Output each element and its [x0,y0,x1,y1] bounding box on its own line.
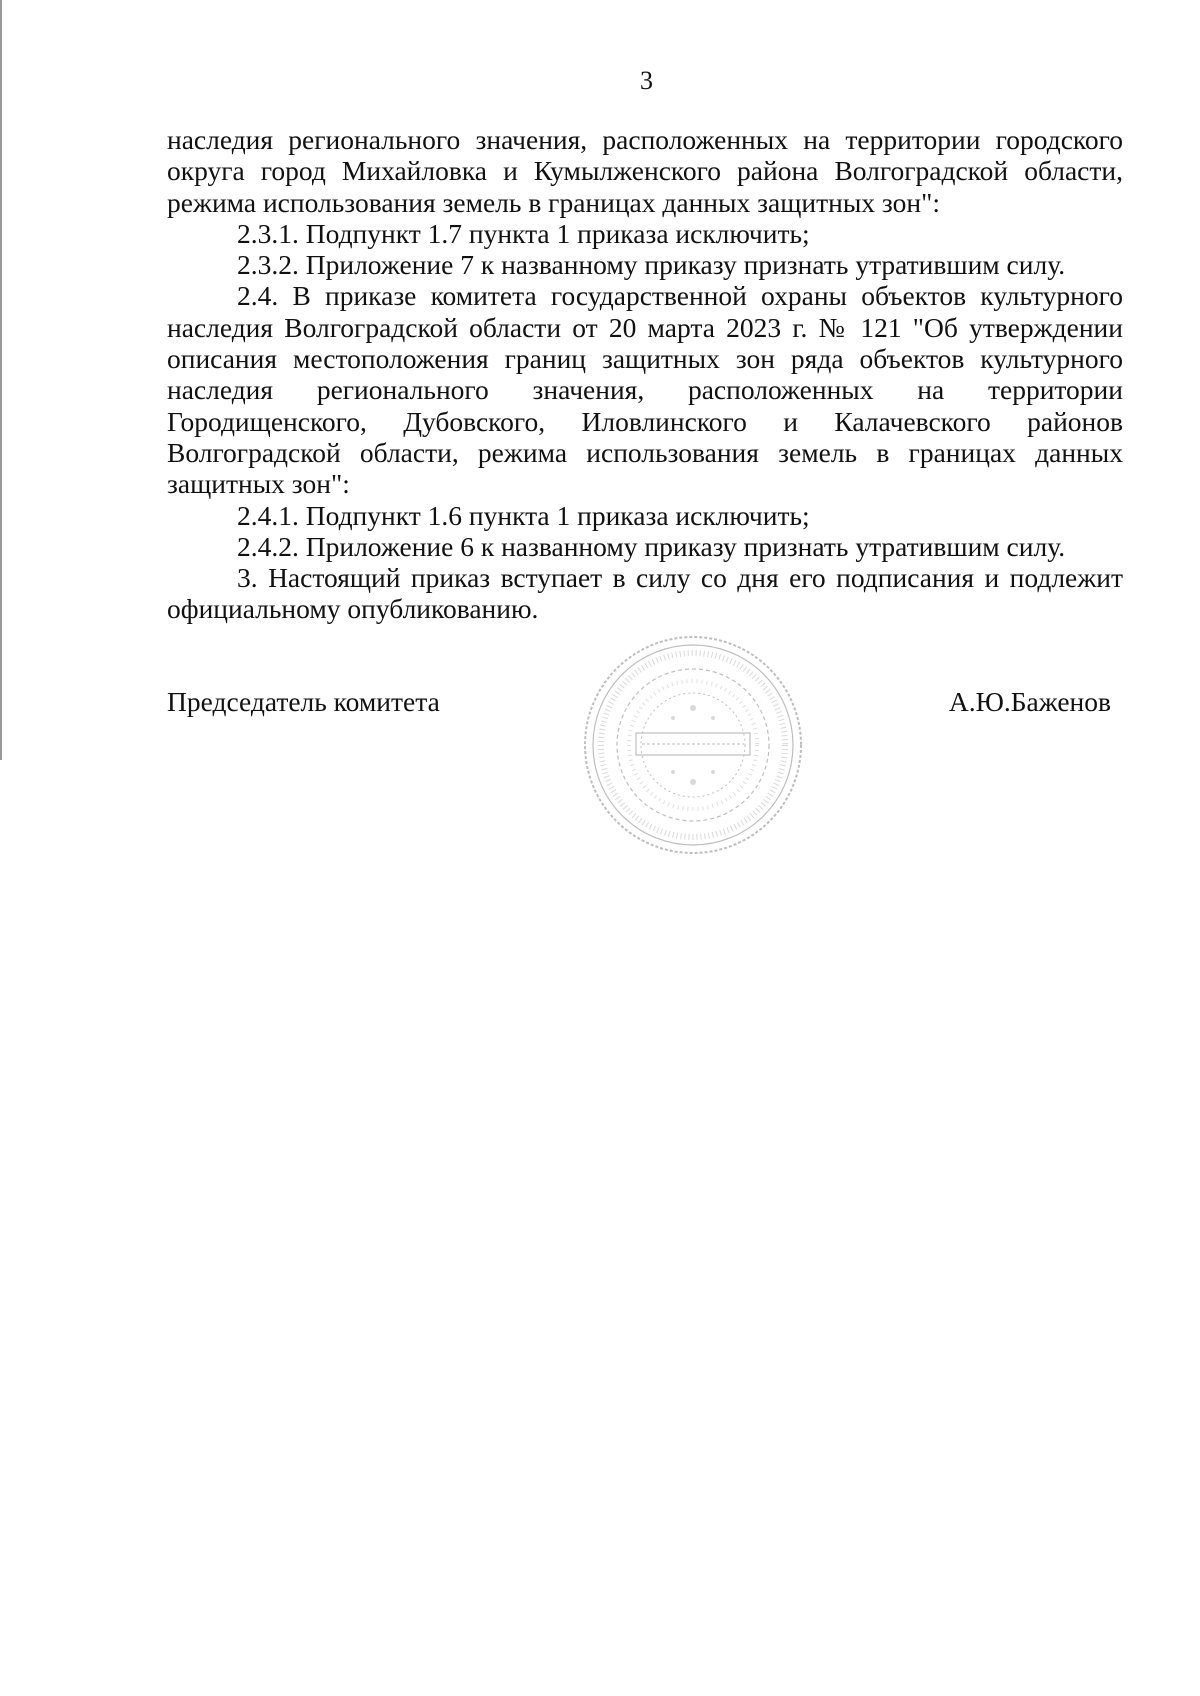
official-seal-stamp [578,630,808,860]
paragraph-3: 3. Настоящий приказ вступает в силу со дня его подписания и подлежит официальному опубликованию. [167,562,1123,625]
scan-edge-line [0,0,2,760]
document-body [167,124,1123,625]
paragraph-2-4: 2.4. В приказе комитета государственной охраны объектов культурного наследия Волгоградской области от 20 марта 2023 г. № 121 "Об утверждении описания местоположения границ защитных зон ряда объектов культурного наследия регионального значения, расположенных на территории Городищенского, Дубовского, Иловлинского и Калачевского районов Волгоградской области, режима использования земель в границах данных защитных зон": [167,280,1123,500]
page-number: 3 [640,66,653,95]
paragraph-2-4-1: 2.4.1. Подпункт 1.6 пункта 1 приказа исключить; [237,499,810,531]
paragraph-continuation: наследия регионального значения, расположенных на территории городского округа город Михайловка и Кумылженского района Волгоградской области, режима использования земель в границах данных защитных зон": [167,124,1123,218]
paragraph-2-3-2: 2.3.2. Приложение 7 к названному приказу признать утратившим силу. [237,249,1066,281]
paragraph-2-3-1: 2.3.1. Подпункт 1.7 пункта 1 приказа исключить; [237,217,810,249]
paragraph-2-4-2: 2.4.2. Приложение 6 к названному приказу признать утратившим силу. [237,530,1066,562]
signatory-title: Председатель комитета [167,686,440,717]
signatory-name: А.Ю.Баженов [948,686,1111,717]
